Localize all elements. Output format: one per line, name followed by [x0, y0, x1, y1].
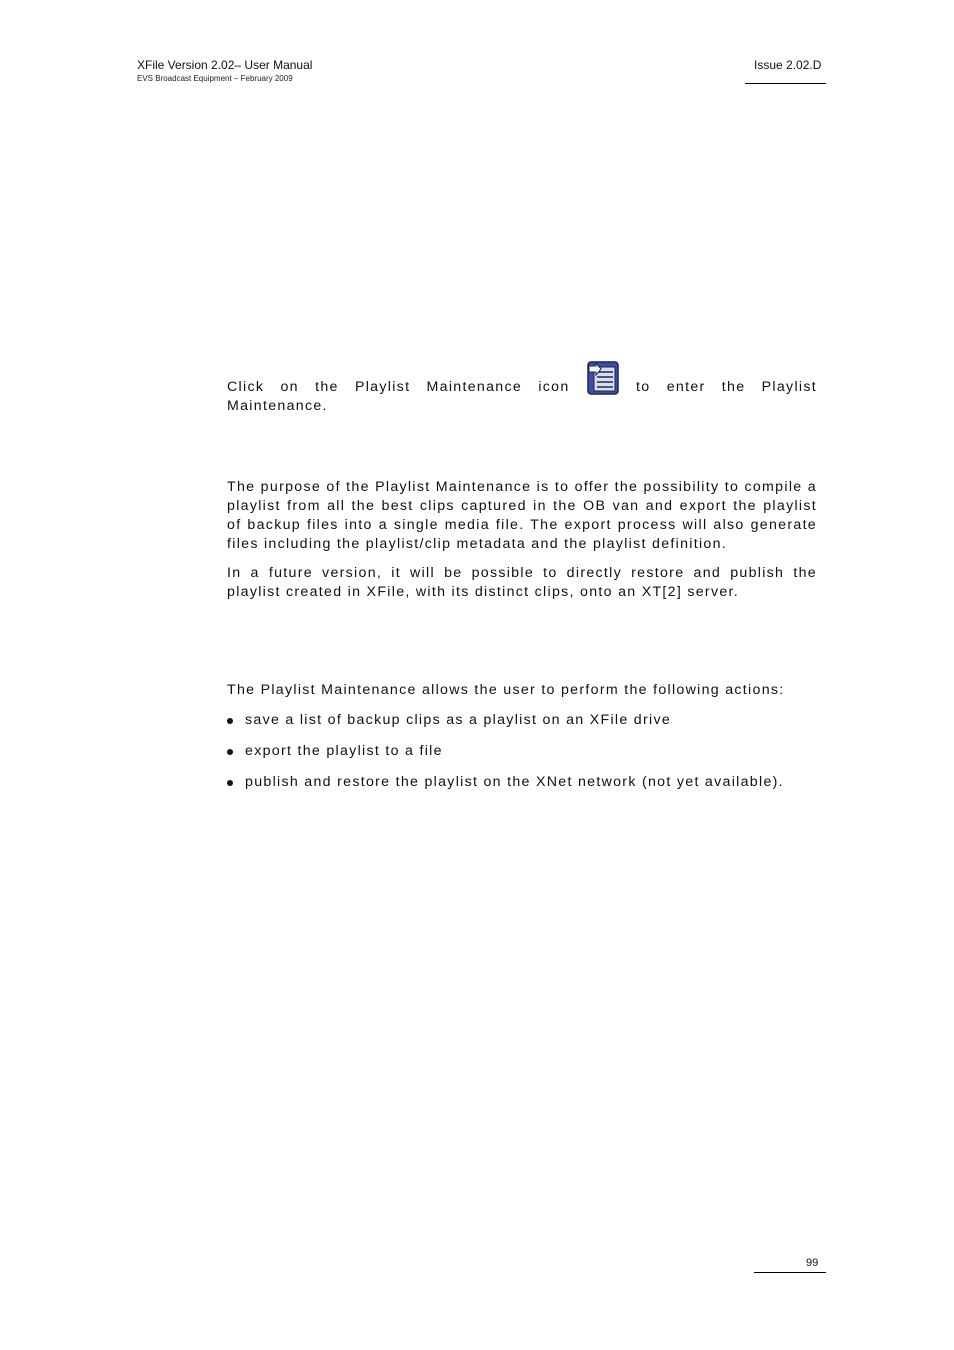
actions-intro-paragraph: The Playlist Maintenance allows the user to perform the following actions:	[227, 682, 785, 698]
purpose-paragraph: The purpose of the Playlist Maintenance is to offer the possibility to compile a playlist from all the best clips captured in the OB van and export the playlist of backup files into a single media file. The export process will also generate files including the playlist/clip metadata and the playlist definition.	[227, 479, 817, 552]
list-item-text: export the playlist to a file	[245, 743, 443, 759]
intro-paragraph	[227, 361, 817, 416]
playlist-maintenance-icon	[586, 360, 620, 396]
intro-word: enter	[666, 379, 706, 395]
page-number: 99	[806, 1257, 819, 1269]
intro-word: the	[721, 379, 746, 395]
list-item	[227, 742, 827, 761]
intro-word: icon	[538, 379, 570, 395]
intro-word: Click	[227, 379, 265, 395]
intro-word: Playlist	[761, 379, 817, 395]
list-item-text: save a list of backup clips as a playlist on an XFile drive	[245, 712, 672, 728]
header-subtitle: EVS Broadcast Equipment – February 2009	[137, 74, 293, 83]
intro-word: the	[315, 379, 339, 395]
bullet-icon	[227, 718, 233, 724]
footer-rule	[754, 1272, 826, 1273]
intro-line-2: Maintenance.	[227, 398, 328, 414]
header-issue: Issue 2.02.D	[754, 58, 822, 72]
bullet-icon	[227, 780, 233, 786]
actions-list	[227, 711, 827, 804]
header-title: XFile Version 2.02– User Manual	[137, 58, 313, 72]
intro-line-1	[227, 361, 817, 397]
list-item-text: publish and restore the playlist on the XNet network (not yet available).	[245, 774, 784, 790]
intro-word: on	[280, 379, 299, 395]
intro-word: Maintenance	[426, 379, 523, 395]
intro-word: Playlist	[354, 379, 411, 395]
header-rule	[745, 83, 826, 84]
list-item	[227, 711, 827, 730]
intro-word: to	[636, 379, 651, 395]
future-version-paragraph: In a future version, it will be possible to directly restore and publish the playlist created in XFile, with its distinct clips, onto an XT[2] server.	[227, 565, 817, 600]
bullet-icon	[227, 749, 233, 755]
list-item	[227, 773, 827, 792]
